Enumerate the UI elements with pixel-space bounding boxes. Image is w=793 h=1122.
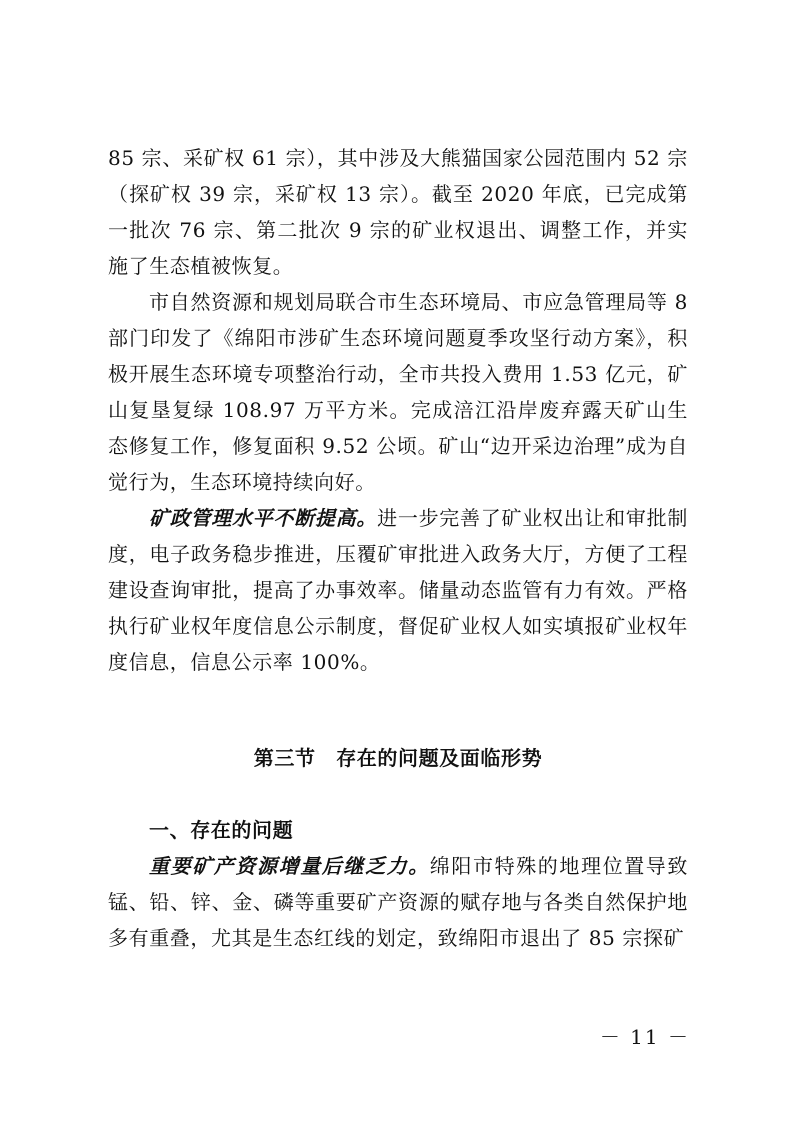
page-number: － 11 － [599, 1025, 690, 1049]
paragraph-resource-increment [108, 848, 688, 956]
paragraph-text: 市自然资源和规划局联合市生态环境局、市应急管理局等 8 部门印发了《绵阳市涉矿生态环境问题夏季攻坚行动方案》，积极开展生态环境专项整治行动，全市共投入费用 1.53 亿元，矿山复垦复绿 108.97 万平方米。完成涪江沿岸废弃露天矿山生态修复工作，修复面积 9.52 公顷。矿山“边开采边治理”成为自觉行为，生态环境持续向好。 [108, 290, 688, 494]
paragraph-lead: 重要矿产资源增量后继乏力。 [149, 854, 430, 878]
paragraph-eco-remediation [108, 284, 688, 500]
paragraph-text: 进一步完善了矿业权出让和审批制度，电子政务稳步推进，压覆矿审批进入政务大厅，方便了工程建设查询审批，提高了办事效率。储量动态监管有力有效。严格执行矿业权年度信息公示制度，督促矿业权人如实填报矿业权年度信息，信息公示率 100%。 [108, 506, 688, 674]
paragraph-mining-administration [108, 500, 688, 680]
page-content [108, 140, 688, 956]
paragraph-text: 绵阳市特殊的地理位置导致锰、铅、锌、金、磷等重要矿产资源的赋存地与各类自然保护地多有重叠，尤其是生态红线的划定，致绵阳市退出了 85 宗探矿 [108, 854, 688, 950]
paragraph-text: 85 宗、采矿权 61 宗），其中涉及大熊猫国家公园范围内 52 宗（探矿权 39 宗，采矿权 13 宗）。截至 2020 年底，已完成第一批次 76 宗、第二批次 9 宗的矿业权退出、调整工作，并实施了生态植被恢复。 [108, 146, 688, 278]
paragraph-mining-rights-exit [108, 140, 688, 284]
paragraph-lead: 矿政管理水平不断提高。 [149, 506, 378, 530]
section-title: 第三节 存在的问题及面临形势 [253, 746, 543, 770]
subheading: 一、存在的问题 [149, 818, 294, 842]
